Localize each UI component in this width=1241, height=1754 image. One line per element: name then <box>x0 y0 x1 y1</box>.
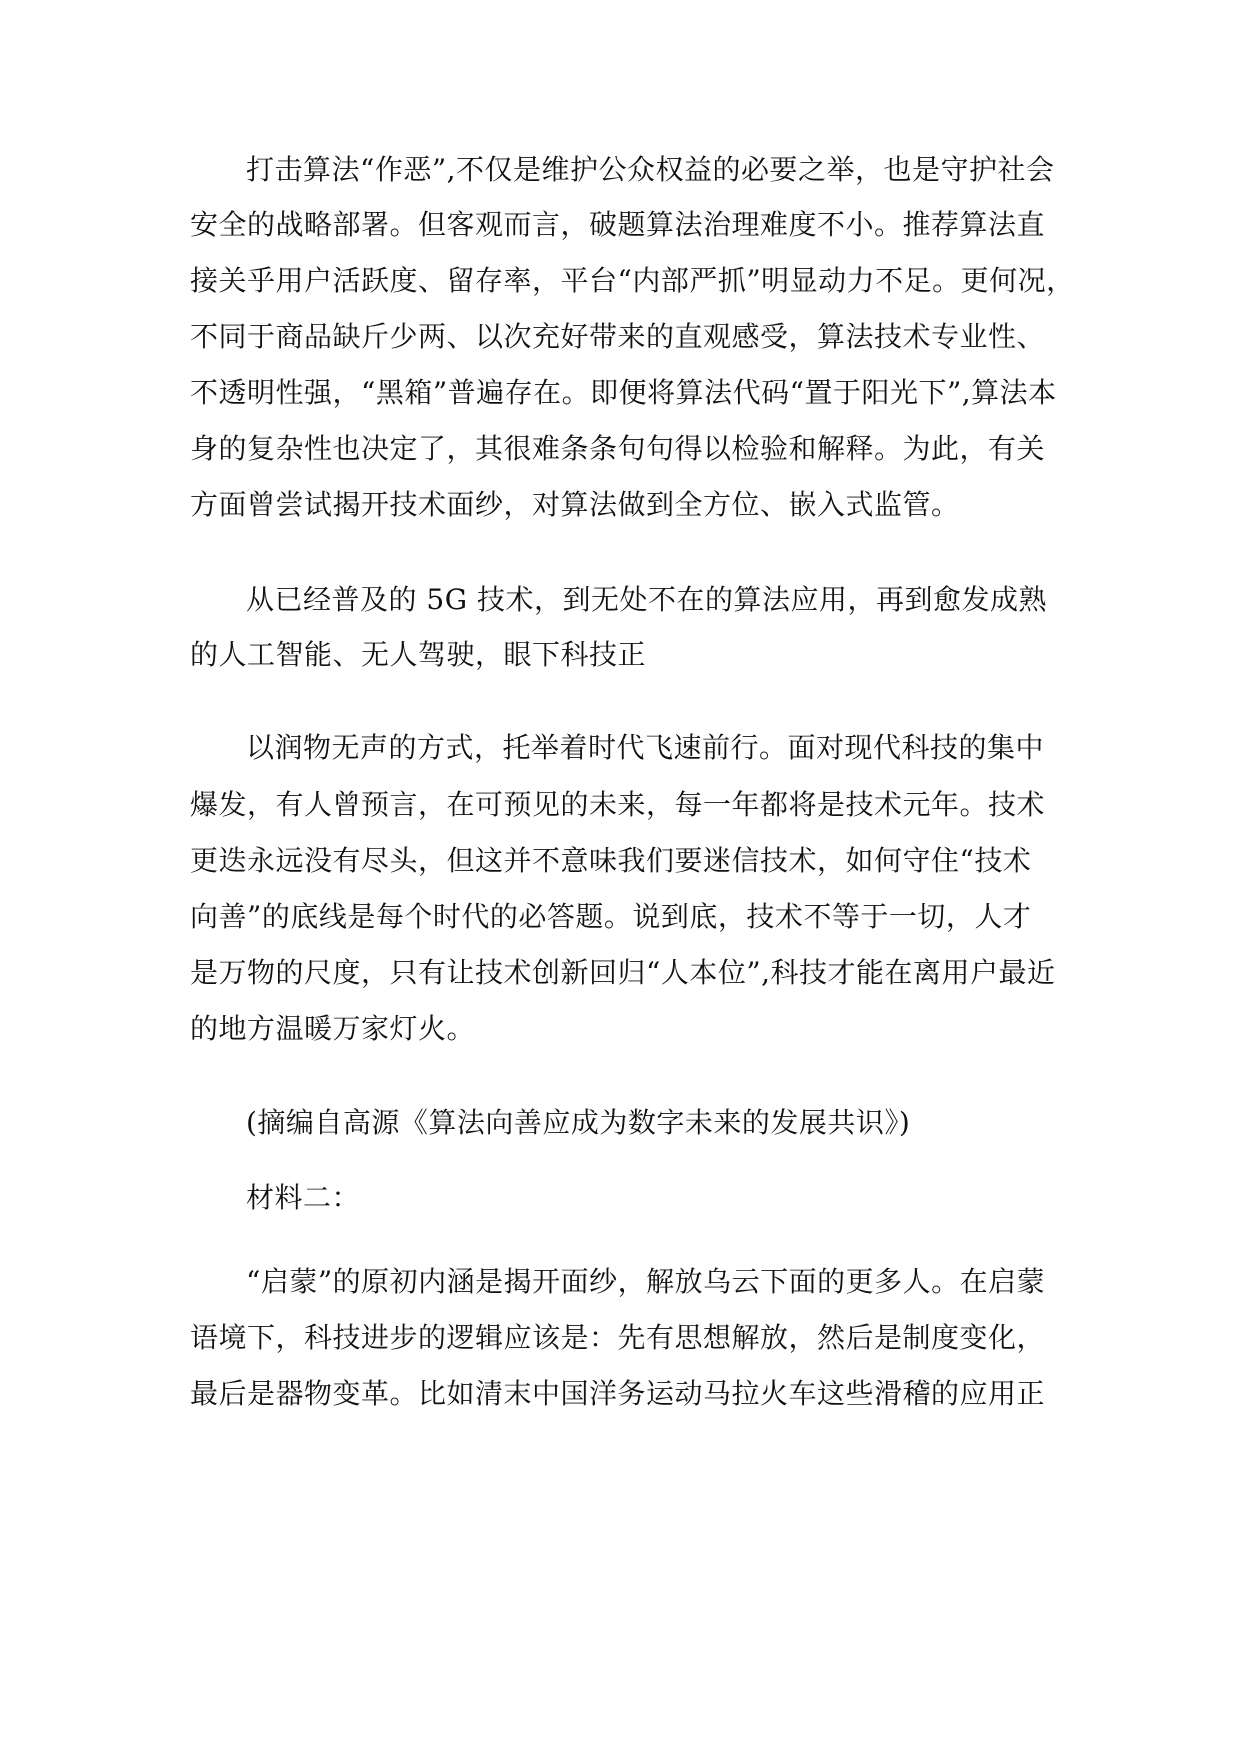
text-line: 最后是器物变革。比如清末中国洋务运动马拉火车这些滑稽的应用正 <box>190 1377 1046 1410</box>
text-line: 不透明性强，“黑箱”普遍存在。即便将算法代码“置于阳光下”,算法本 <box>190 376 1057 409</box>
text-line: 接关乎用户活跃度、留存率，平台“内部严抓”明显动力不足。更何况， <box>190 264 1075 297</box>
text-line: 是万物的尺度，只有让技术创新回归“人本位”,科技才能在离用户最近 <box>190 956 1056 989</box>
text-line: 身的复杂性也决定了，其很难条条句句得以检验和解释。为此，有关 <box>190 432 1046 465</box>
text-line: 的人工智能、无人驾驶，眼下科技正 <box>190 638 647 671</box>
text-line: 更迭永远没有尽头，但这并不意味我们要迷信技术，如何守住“技术 <box>190 844 1032 877</box>
text-line: 不同于商品缺斤少两、以次充好带来的直观感受，算法技术专业性、 <box>190 320 1046 353</box>
text-line: 向善”的底线是每个时代的必答题。说到底，技术不等于一切，人才 <box>190 900 1032 933</box>
text-line: “启蒙”的原初内涵是揭开面纱，解放乌云下面的更多人。在启蒙 <box>246 1265 1046 1298</box>
text-line: 打击算法“作恶”,不仅是维护公众权益的必要之举，也是守护社会 <box>246 153 1055 186</box>
text-line: 的地方温暖万家灯火。 <box>190 1012 476 1045</box>
section-heading-text: 材料二： <box>246 1181 361 1214</box>
citation-line: (摘编自高源《算法向善应成为数字未来的发展共识》) <box>246 1106 911 1139</box>
text-line: 爆发，有人曾预言，在可预见的未来，每一年都将是技术元年。技术 <box>190 788 1046 821</box>
text-line: 从已经普及的 5G 技术，到无处不在的算法应用，再到愈发成熟 <box>246 583 1047 616</box>
text-line: 语境下，科技进步的逻辑应该是：先有思想解放，然后是制度变化， <box>190 1321 1046 1354</box>
text-line: 方面曾尝试揭开技术面纱，对算法做到全方位、嵌入式监管。 <box>190 488 960 521</box>
text-line: 安全的战略部署。但客观而言，破题算法治理难度不小。推荐算法直 <box>190 208 1046 241</box>
text-line: 以润物无声的方式，托举着时代飞速前行。面对现代科技的集中 <box>246 731 1045 764</box>
